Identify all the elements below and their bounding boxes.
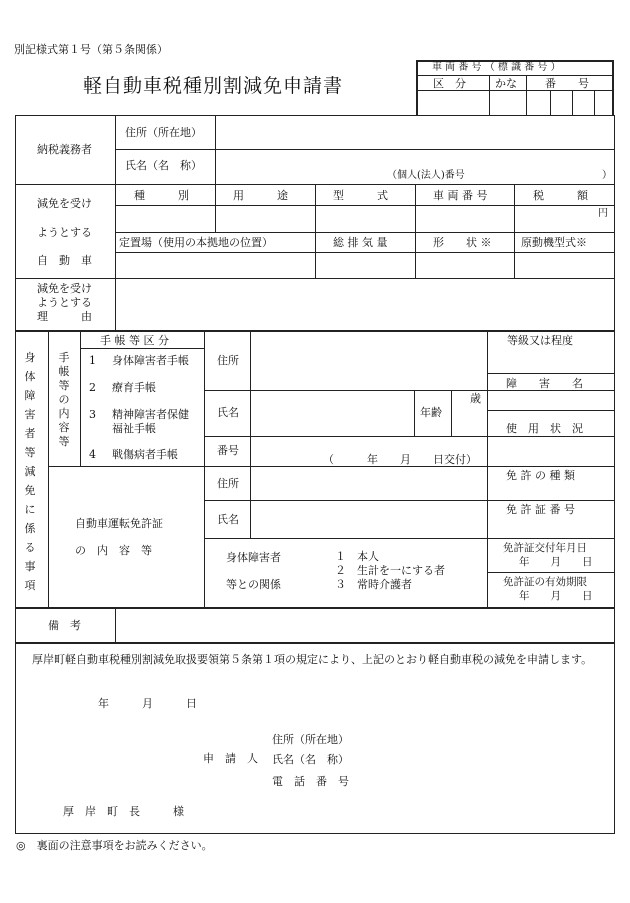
techo-char: 内 (58, 407, 70, 420)
disabled-age-unit: 歳 (470, 392, 481, 405)
car-tax-yen-unit: 円 (598, 208, 608, 219)
reason-line-2: ようとする (37, 296, 92, 309)
car-location-header: 定置場（使用の本拠地の位置） (119, 236, 273, 249)
techo-char: 手 (58, 351, 70, 364)
addressee: 厚 岸 町 長 様 (63, 805, 184, 818)
disability-section-label (22, 352, 38, 599)
disability-char: る (24, 541, 36, 554)
license-issue-date-label: 免許証交付年月日 (503, 542, 587, 554)
techo-section-label (56, 352, 72, 450)
vehicle-bango-label: 番 号 (545, 77, 589, 90)
disability-char: 等 (24, 446, 36, 459)
disability-char: 項 (24, 579, 36, 592)
footer-note: ◎ 裏面の注意事項をお読みください。 (16, 839, 213, 852)
car-use-header: 用 途 (233, 189, 288, 202)
license-section-line-1: 自動車運転免許証 (75, 517, 163, 530)
form-title: 軽自動車税種別割減免申請書 (83, 75, 344, 97)
disability-grade-label: 等級又は程度 (507, 334, 573, 347)
form-appendix-number: 別記様式第１号（第５条関係） (14, 43, 168, 56)
disabled-name-label: 氏名 (217, 406, 239, 419)
techo-item-text: 精神障害者保健 (112, 408, 189, 421)
reason-line-1: 減免を受け (37, 282, 92, 295)
disability-char: に (24, 503, 36, 516)
techo-item-text: 戦傷病者手帳 (112, 448, 178, 461)
techo-item-no: 2 (89, 381, 96, 394)
car-section-line-3: 自 動 車 (37, 254, 92, 267)
application-statement: 厚岸町軽自動車税種別割減免取扱要領第５条第１項の規定により、上記のとおり軽自動車税の減免を申請します。 (32, 653, 593, 666)
license-expiry-value: 年 月 日 (519, 590, 593, 602)
relation-label-line-1: 身体障害者 (226, 551, 281, 564)
techo-item-text: 身体障害者手帳 (112, 354, 189, 367)
disability-char: 害 (24, 408, 36, 421)
techo-item-no: 4 (89, 448, 96, 461)
vehicle-kana-label: かな (495, 77, 517, 90)
taxpayer-address-label: 住所（所在地） (125, 126, 202, 139)
techo-char: 帳 (58, 365, 70, 378)
techo-char: 等 (58, 435, 70, 448)
applicant-phone-label: 電 話 番 号 (272, 775, 349, 788)
license-address-label: 住所 (217, 477, 239, 490)
disability-char: 減 (24, 465, 36, 478)
taxpayer-personal-number-close: ） (602, 170, 612, 181)
applicant-label: 申 請 人 (203, 752, 258, 765)
vehicle-number-header: 車 両 番 号 （ 標 識 番 号 ） (432, 62, 561, 73)
disability-name-label: 障 害 名 (506, 377, 583, 390)
disability-char: 免 (24, 484, 36, 497)
techo-item-text: 療育手帳 (112, 381, 156, 394)
car-shape-header: 形 状 ※ (433, 236, 492, 249)
applicant-address-label: 住所（所在地） (272, 733, 349, 746)
disabled-issue-date: （ 年 月 日交付） (323, 453, 477, 466)
car-type-header: 種 別 (134, 189, 189, 202)
applicant-name-label: 氏名（名 称） (272, 753, 349, 766)
techo-char: 容 (58, 421, 70, 434)
disability-char: 障 (24, 389, 36, 402)
license-number-label: 免 許 証 番 号 (506, 503, 575, 516)
disabled-age-label: 年齢 (420, 406, 442, 419)
car-engine-header: 原動機型式※ (521, 236, 587, 249)
license-section-line-2: の 内 容 等 (75, 544, 152, 557)
techo-item-text-2: 福祉手帳 (112, 422, 156, 435)
taxpayer-section-label: 納税義務者 (37, 143, 92, 156)
car-tax-header: 税 額 (533, 189, 588, 202)
techo-item-no: 3 (89, 408, 96, 421)
car-displacement-header: 総 排 気 量 (333, 236, 388, 249)
techo-char: の (58, 393, 70, 406)
disability-char: 者 (24, 427, 36, 440)
techo-header: 手 帳 等 区 分 (100, 334, 169, 347)
techo-char: 等 (58, 379, 70, 392)
license-issue-date-value: 年 月 日 (519, 556, 593, 568)
relation-option: １ 本人 (335, 550, 379, 563)
vehicle-kubun-label: 区 分 (433, 77, 466, 90)
disability-char: 事 (24, 560, 36, 573)
disability-char: 体 (24, 370, 36, 383)
disabled-number-label: 番号 (217, 444, 239, 457)
disabled-address-label: 住所 (217, 354, 239, 367)
remarks-label: 備 考 (48, 619, 81, 632)
application-date: 年 月 日 (98, 697, 197, 710)
license-name-label: 氏名 (217, 513, 239, 526)
car-section-line-2: ようとする (37, 226, 92, 239)
relation-option: ２ 生計を一にする者 (335, 564, 445, 577)
disability-char: 係 (24, 522, 36, 535)
relation-option: ３ 常時介護者 (335, 578, 412, 591)
relation-label-line-2: 等との関係 (226, 578, 281, 591)
reason-line-3: 理 由 (37, 310, 92, 323)
techo-item-no: 1 (89, 354, 96, 367)
car-section-line-1: 減免を受け (37, 197, 92, 210)
disability-char: 身 (24, 351, 36, 364)
license-expiry-label: 免許証の有効期限 (503, 576, 587, 588)
car-model-header: 型 式 (333, 189, 388, 202)
taxpayer-personal-number-label: （個人(法人)番号 (387, 170, 465, 181)
car-plate-header: 車 両 番 号 (433, 189, 488, 202)
usage-status-label: 使 用 状 況 (506, 422, 583, 435)
taxpayer-name-label: 氏名（名 称） (125, 159, 202, 172)
license-type-label: 免 許 の 種 類 (506, 469, 575, 482)
